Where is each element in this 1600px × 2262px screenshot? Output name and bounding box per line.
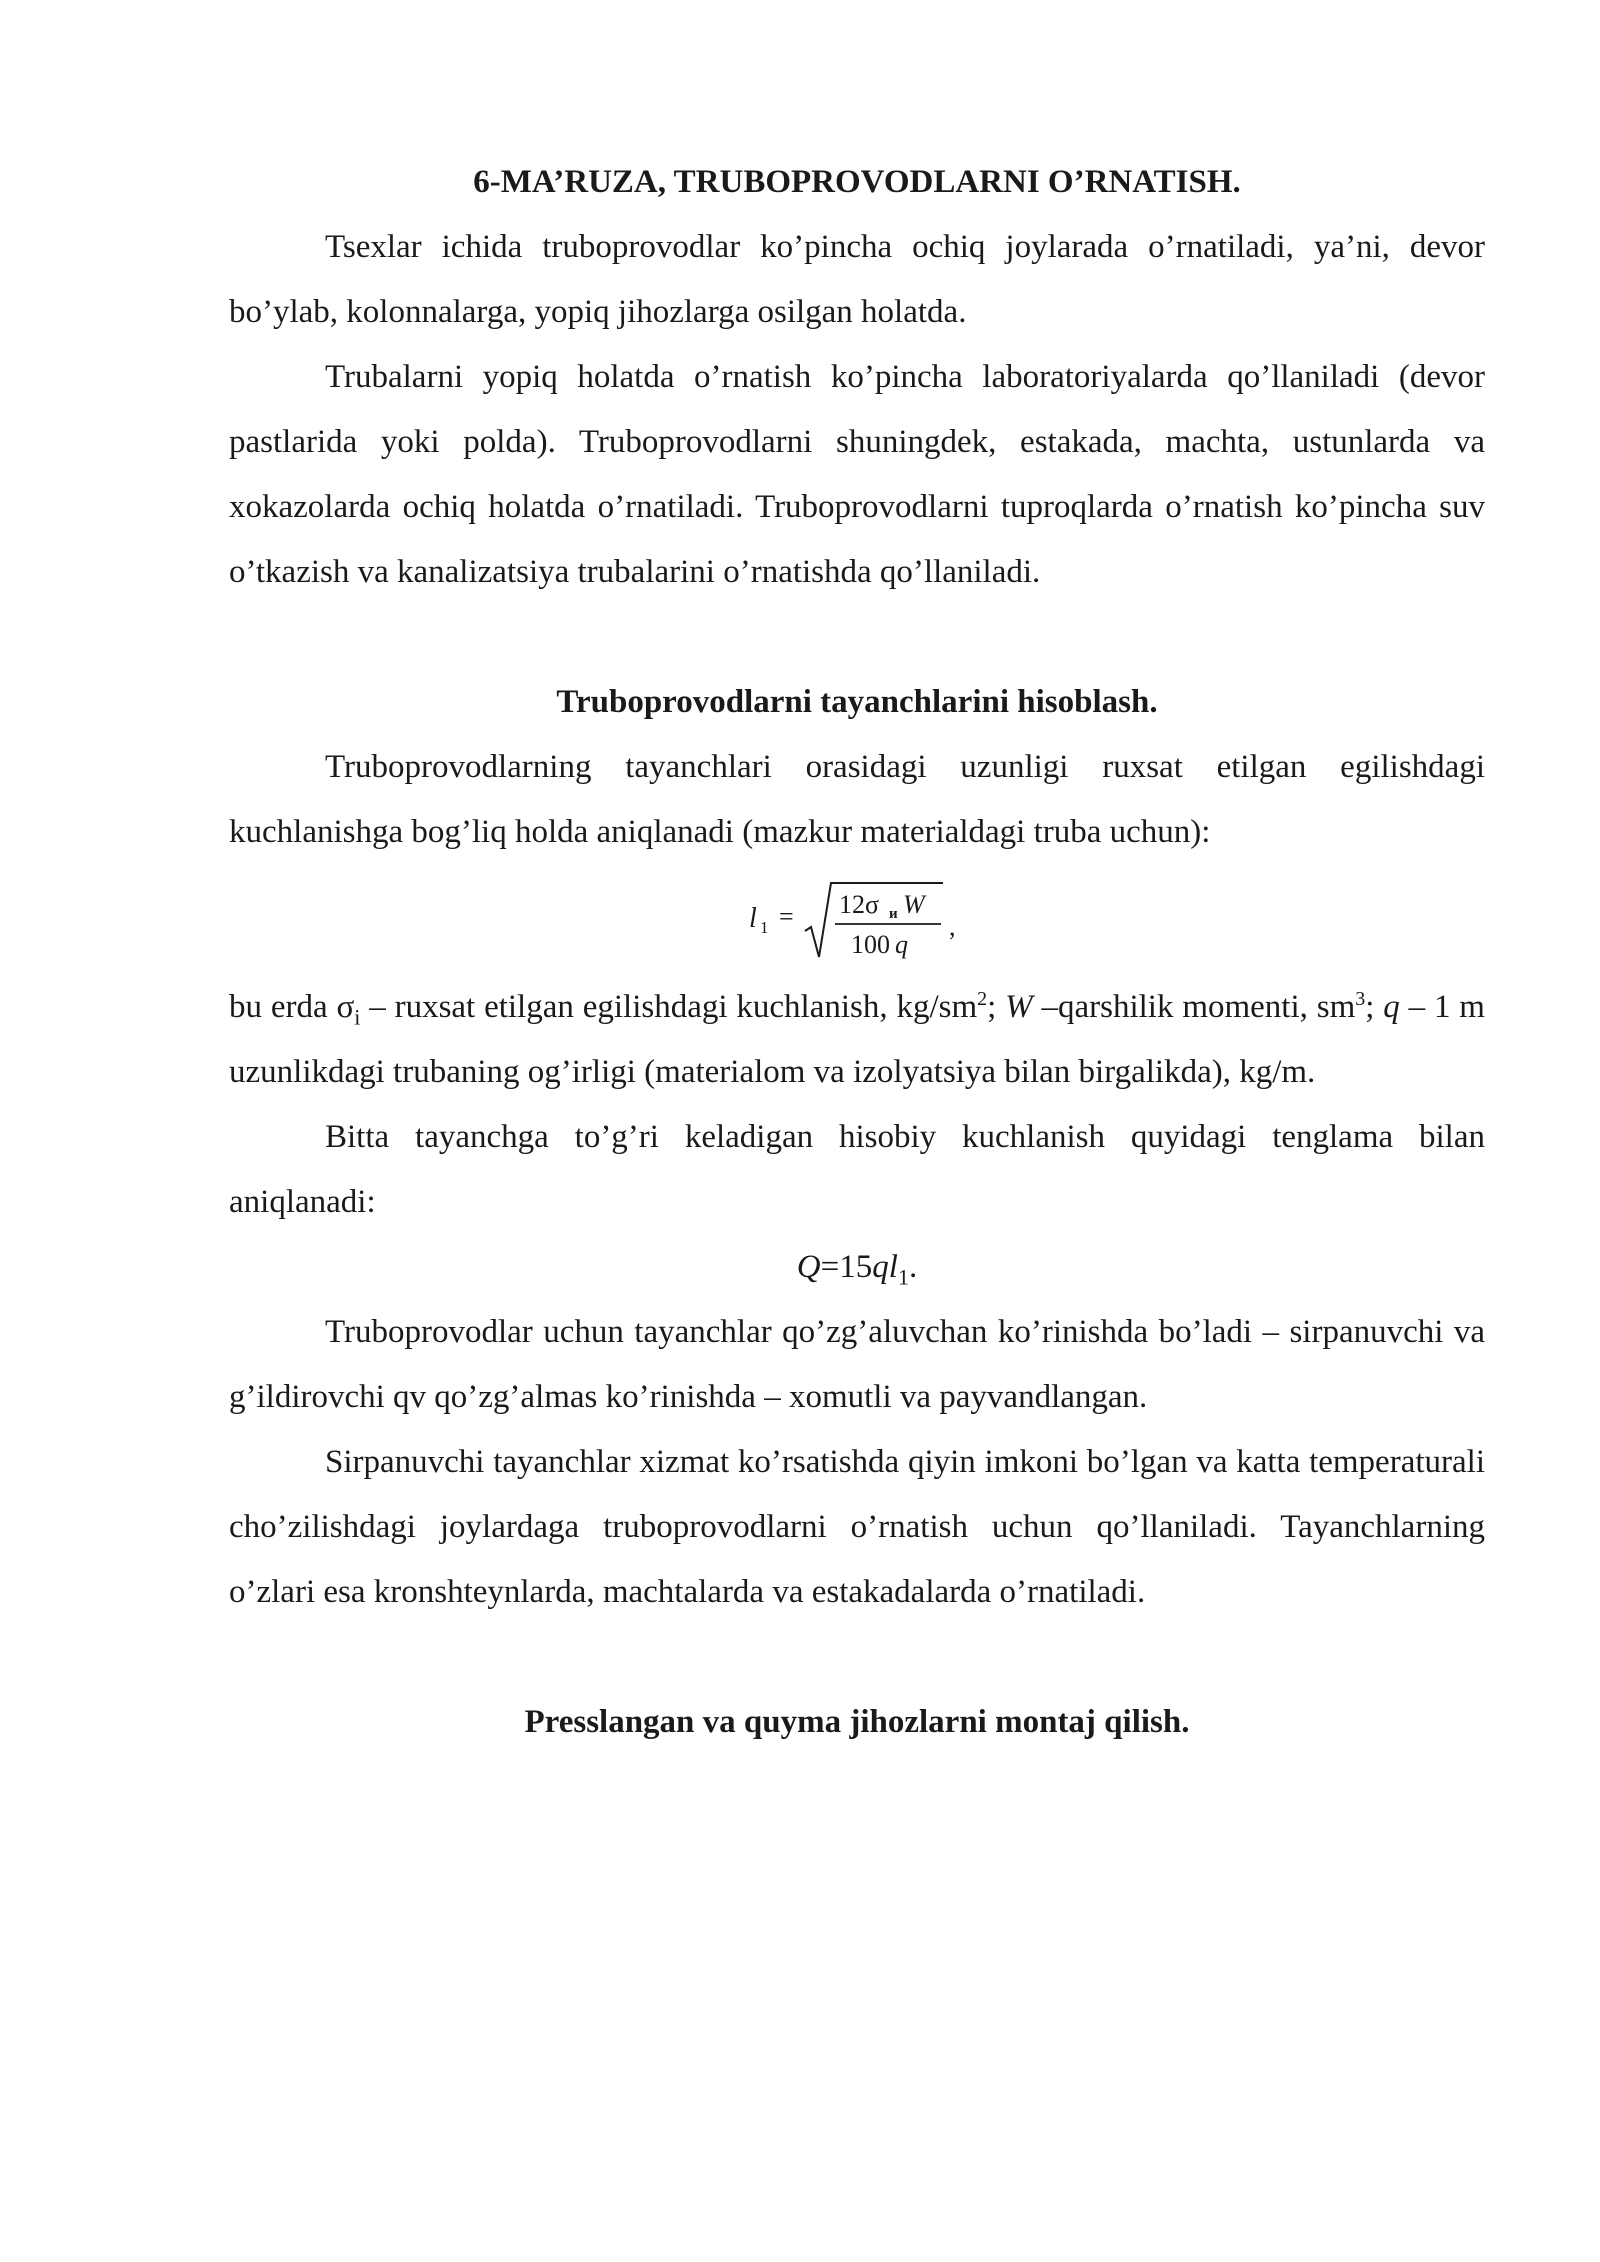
p4-var-W: W (1005, 989, 1033, 1025)
formula-trailing-comma: , (949, 912, 956, 941)
lecture-title: 6-MA’RUZA, TRUBOPROVODLARNI O’RNATISH. (473, 164, 1241, 200)
paragraph-6: Truboprovodlar uchun tayanchlar qo’zg’aluvchan ko’rinishda bo’ladi – sirpanuvchi va g’ildirovchi qv qo’zg’almas ko’rinishda – xomutli va payvandlangan. (229, 1314, 1485, 1415)
formula-numerator-var: W (903, 890, 925, 919)
blank-line (229, 605, 1485, 670)
section-heading-assembly: Presslangan va quyma jihozlarni montaj qilish. (524, 1704, 1190, 1740)
formula2-sub: 1 (897, 1264, 909, 1290)
formula-lhs: l (749, 903, 757, 934)
formula-denominator-var: q (895, 930, 908, 959)
formula2-end: . (908, 1249, 918, 1285)
p4-part-f: – 1 m uzunlikdagi trubaning og’irligi (materialom va izolyatsiya bilan birgalikda), kg/m. (229, 989, 1485, 1090)
paragraph-5: Bitta tayanchga to’g’ri keladigan hisobiy kuchlanish quyidagi tenglama bilan aniqlanadi: (229, 1119, 1485, 1220)
section-heading-supports: Truboprovodlarni tayanchlarini hisoblash. (556, 684, 1158, 720)
formula-numerator-sub: и (889, 906, 898, 922)
p4-part-a: bu erda σ (229, 989, 355, 1025)
p4-part-e: ; (1365, 989, 1384, 1025)
formula-span-length-svg (747, 875, 967, 965)
paragraph-2: Trubalarni yopiq holatda o’rnatish ko’pincha laboratoriyalarda qo’llaniladi (devor pastlarida yoki polda). Truboprovodlarni shuningdek, estakada, machta, ustunlarda va xokazolarda ochiq holatda o’rnatiladi. Truboprovodlarni tuproqlarda o’rnatish ko’pincha suv o’tkazish va kanalizatsiya trubalarini o’rnatishda qo’llaniladi. (229, 359, 1485, 590)
paragraph-1: Tsexlar ichida truboprovodlar ko’pincha ochiq joylarada o’rnatiladi, ya’ni, devor bo’ylab, kolonnalarga, yopiq jihozlarga osilgan holatda. (229, 229, 1485, 330)
paragraph-4 (229, 975, 1485, 1105)
p4-sup-2: 2 (977, 988, 988, 1010)
paragraph-3: Truboprovodlarning tayanchlari orasidagi uzunligi ruxsat etilgan egilishdagi kuchlanishga bog’liq holda aniqlanadi (mazkur materialdagi truba uchun): (229, 749, 1485, 850)
formula2-Q: Q (796, 1249, 821, 1285)
formula-numerator-coef: 12σ (839, 890, 880, 919)
p4-part-b: – ruxsat etilgan egilishdagi kuchlanish, kg/sm (360, 989, 978, 1025)
formula2-eq: =15 (820, 1249, 873, 1285)
formula2-ql: ql (872, 1249, 898, 1285)
blank-line-2 (229, 1625, 1485, 1690)
formula-support-load (229, 1235, 1485, 1300)
formula-lhs-sub: 1 (760, 918, 769, 937)
p4-sup-3: 3 (1355, 988, 1366, 1010)
p4-sigma-sub: i (354, 1004, 361, 1030)
formula-span-length (229, 865, 1485, 975)
p4-var-q: q (1383, 989, 1400, 1025)
p4-part-d: –qarshilik momenti, sm (1032, 989, 1356, 1025)
p4-part-c: ; (987, 989, 1006, 1025)
paragraph-7: Sirpanuvchi tayanchlar xizmat ko’rsatishda qiyin imkoni bo’lgan va katta temperaturali cho’zilishdagi joylardaga truboprovodlarni o’rnatish uchun qo’llaniladi. Tayanchlarning o’zlari esa kronshteynlarda, machtalarda va estakadalarda o’rnatiladi. (229, 1444, 1485, 1610)
formula-equals: = (779, 902, 794, 931)
formula-denominator-coef: 100 (851, 930, 890, 959)
